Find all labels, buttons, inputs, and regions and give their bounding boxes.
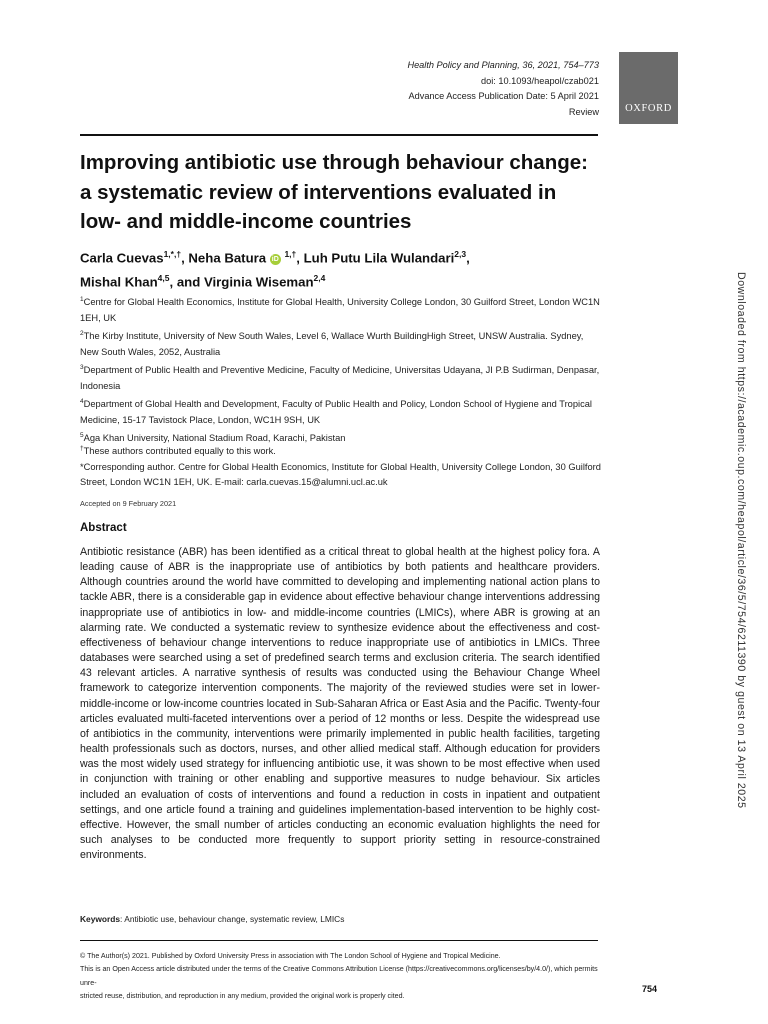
affiliation-text: Department of Public Health and Preventive Medicine, Faculty of Medicine, Universitas Udayana, JI P.B Sudirman, Denpasar, Indonesia	[80, 365, 600, 391]
abstract-heading: Abstract	[80, 522, 127, 534]
footer-divider	[80, 940, 598, 941]
author-name[interactable]: Virginia Wiseman	[203, 274, 314, 290]
download-watermark: Downloaded from https://academic.oup.com/heapol/article/36/5/754/6211390 by guest on 13 April 2025	[735, 272, 747, 809]
author-affiliation-marker: 1,†	[284, 249, 297, 259]
corresponding-author-note	[80, 460, 602, 491]
affiliation-number: 1	[80, 296, 84, 303]
affiliation-item	[80, 292, 602, 326]
oxford-logo	[619, 52, 678, 124]
affiliations	[80, 292, 602, 447]
keywords: Keywords: Antibiotic use, behaviour change, systematic review, LMICs	[80, 914, 345, 924]
abstract-body: Antibiotic resistance (ABR) has been identified as a critical threat to global health at the highest policy fora. A leading cause of ABR is the inappropriate use of antibiotics by both patients and healthcare providers. Although countries around the world have committed to developing and implementing national action plans to tackle ABR, there is a considerable gap in evidence about effective behaviour change interventions addressing inappropriate use of antibiotics in low- and middle-income countries (LMICs), where ABR is growing at an alarming rate. We conducted a systematic review to synthesize evidence about the effectiveness and cost-effectiveness of behaviour change interventions to reduce inappropriate use of antibiotics in LMICs. Three databases were searched using a set of predefined search terms and exclusion criteria. The search identified 43 relevant articles. A narrative synthesis of results was conducted using the Behaviour Change Wheel framework to categorize intervention components. The majority of the reviewed studies were set in lower-middle-income or low-income countries located in Sub-Saharan Africa or East Asia and the Pacific. Twenty-four articles evaluated multi-faceted interventions over a period of 12 months or less. Despite the widespread use of antibiotics in the community, interventions were primarily implemented in public health facilities, targeting health professionals such as doctors, nurses, and other allied medical staff. Although education for providers was the most widely used strategy for influencing antibiotic use, it was shown to be most effective when used in conjunction with training or other enabling and supportive measures to nudge behaviour. Six articles included an evaluation of costs of interventions and found a reduction in costs in inpatient and outpatient settings, and one article found a training and guidelines implementation-based intervention to be highly cost-effective. However, the small number of articles conducting an economic evaluation highlights the need for such analyses to be conducted more frequently to support priority setting in resource-constrained environments.	[80, 546, 600, 862]
author-affiliation-marker: 2,3	[454, 249, 467, 259]
license-footer	[80, 950, 600, 1003]
author-name[interactable]: Neha Batura	[188, 250, 267, 266]
affiliation-text: Department of Global Health and Development, Faculty of Public Health and Policy, London School of Hygiene and Tropical Medicine, 15-17 Tavistock Place, London, WC1H 9SH, UK	[80, 399, 592, 425]
affiliation-number: 2	[80, 330, 84, 338]
keywords-text: Antibiotic use, behaviour change, systematic review, LMICs	[124, 914, 345, 924]
article-metadata	[407, 58, 599, 120]
author-affiliation-marker: 2,4	[313, 273, 326, 284]
affiliation-number: 3	[80, 364, 84, 372]
equal-contribution-note	[80, 441, 602, 460]
copyright-line: © The Author(s) 2021. Published by Oxford University Press in association with The London School of Hygiene and Tropical Medicine.	[80, 952, 501, 960]
journal-citation: Health Policy and Planning, 36, 2021, 754–773	[407, 60, 599, 70]
advance-access-date: Advance Access Publication Date: 5 April 2021	[408, 91, 599, 101]
license-line: This is an Open Access article distributed under the terms of the Creative Commons Attribution License (https://creativecommons.org/licenses/by/4.0/), which permits unre-	[80, 965, 598, 987]
affiliation-text: The Kirby Institute, University of New South Wales, Level 6, Wallace Wurth BuildingHigh Street, UNSW Australia. Sydney, New South Wales, 2052, Australia	[80, 331, 584, 357]
affiliation-text: Aga Khan University, National Stadium Road, Karachi, Pakistan	[83, 433, 346, 444]
orcid-icon[interactable]: iD	[271, 256, 279, 264]
author-list: Carla Cuevas$^{1,*,\dagger}$, Neha Batura iD $^{1,\dagger}$, Luh Putu Lila Wulandari$^{2,3}$, Mishal Khan$^{4,5}$, and Virginia Wiseman$^{2,4}$	[80, 249, 470, 290]
note-text: *Corresponding author. Centre for Global Health Economics, Institute for Global Health, University College London, 30 Guilford Street, London WC1N 1EH, UK. E-mail: carla.cuevas.15@alumni.ucl.ac.uk	[80, 461, 601, 488]
affiliation-item	[80, 326, 602, 360]
article-type: Review	[568, 106, 599, 117]
affiliation-item	[80, 394, 602, 428]
oxford-logo-text: OXFORD	[625, 103, 672, 114]
affiliation-number: 5	[80, 432, 84, 440]
keywords-label: Keywords	[80, 914, 121, 924]
page-number: 754	[641, 984, 657, 994]
affiliation-text: Centre for Global Health Economics, Institute for Global Health, University College London, 30 Guilford Street, London WC1N 1EH, UK	[80, 297, 600, 323]
accepted-date: Accepted on 9 February 2021	[80, 499, 177, 508]
note-marker: †	[80, 445, 84, 452]
header-divider	[80, 134, 598, 136]
author-name[interactable]: Carla Cuevas	[80, 250, 164, 266]
doi-link[interactable]: doi: 10.1093/heapol/czab021	[480, 75, 599, 86]
article-title: Improving antibiotic use through behaviour change: a systematic review of interventions evaluated in low- and middle-income countries	[80, 151, 588, 233]
affiliation-item	[80, 360, 602, 394]
note-text: These authors contributed equally to this work.	[83, 446, 276, 457]
author-notes	[80, 441, 602, 491]
author-name[interactable]: Luh Putu Lila Wulandari	[303, 250, 455, 266]
author-connector: and	[176, 274, 201, 290]
author-affiliation-marker: 1,*,†	[163, 249, 182, 259]
author-affiliation-marker: 4,5	[157, 273, 170, 284]
author-name[interactable]: Mishal Khan	[80, 274, 158, 290]
affiliation-number: 4	[80, 398, 84, 406]
license-line: stricted reuse, distribution, and reproduction in any medium, provided the original work is properly cited.	[80, 991, 405, 1000]
